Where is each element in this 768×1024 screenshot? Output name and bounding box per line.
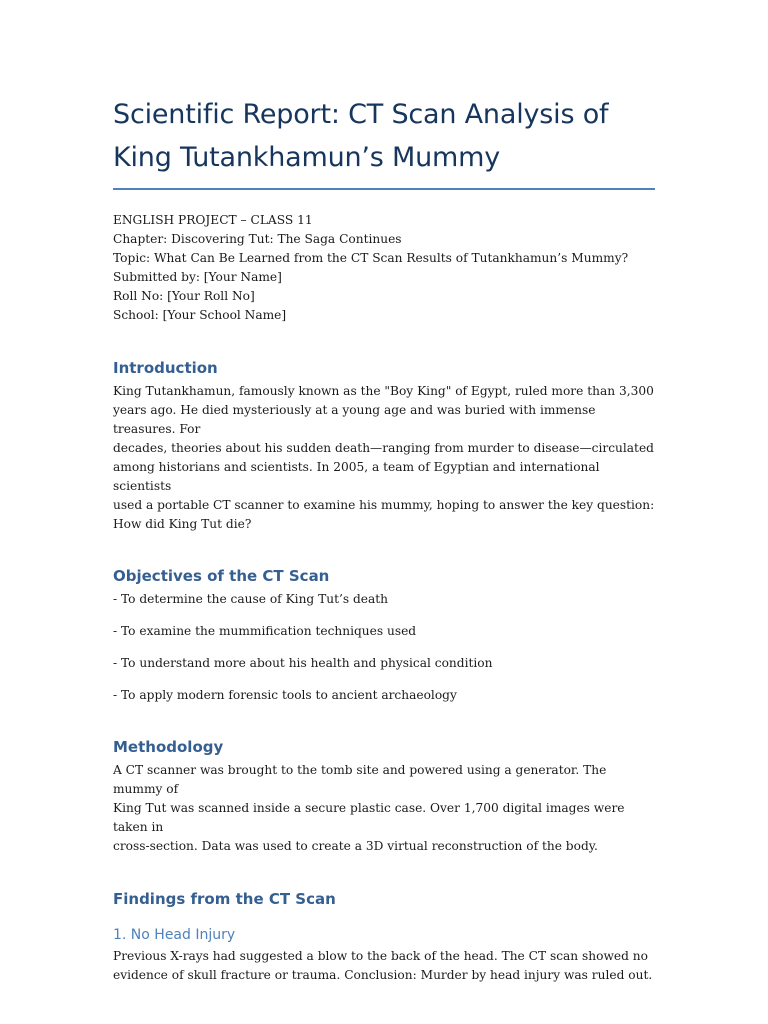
methodology-line: A CT scanner was brought to the tomb site and powered using a generator. The mummy of <box>113 763 607 796</box>
methodology-line: King Tut was scanned inside a secure plastic case. Over 1,700 digital images were taken in <box>113 801 625 834</box>
introduction-line: years ago. He died mysteriously at a young age and was buried with immense treasures. For <box>113 403 596 436</box>
objective-item: - To examine the mummification techniques used <box>113 624 417 638</box>
introduction-heading: Introduction <box>113 359 218 377</box>
objectives-list <box>113 590 658 705</box>
finding-1-line: evidence of skull fracture or trauma. Conclusion: Murder by head injury was ruled out. <box>113 968 653 982</box>
school-name: School: [Your School Name] <box>113 308 287 322</box>
report-title-line-1: Scientific Report: CT Scan Analysis of <box>113 99 609 130</box>
project-details <box>113 211 658 325</box>
project-topic: Topic: What Can Be Learned from the CT Scan Results of Tutankhamun’s Mummy? <box>113 251 629 265</box>
roll-number: Roll No: [Your Roll No] <box>113 289 255 303</box>
introduction-line: decades, theories about his sudden death—ranging from murder to disease—circulated <box>113 441 654 455</box>
introduction-line: among historians and scientists. In 2005, a team of Egyptian and international scientists <box>113 460 600 493</box>
project-class: ENGLISH PROJECT – CLASS 11 <box>113 213 313 227</box>
report-title <box>113 0 658 179</box>
introduction-line: used a portable CT scanner to examine his mummy, hoping to answer the key question: <box>113 498 655 512</box>
methodology-line: cross-section. Data was used to create a 3D virtual reconstruction of the body. <box>113 839 598 853</box>
objective-item: - To determine the cause of King Tut’s death <box>113 592 388 606</box>
finding-1-heading: 1. No Head Injury <box>113 927 236 943</box>
report-title-line-2: King Tutankhamun’s Mummy <box>113 142 501 173</box>
finding-1-paragraph <box>113 947 658 985</box>
objective-item: - To apply modern forensic tools to ancient archaeology <box>113 688 457 702</box>
introduction-line: How did King Tut die? <box>113 517 252 531</box>
introduction-paragraph <box>113 382 658 534</box>
title-underline <box>113 188 655 190</box>
findings-heading: Findings from the CT Scan <box>113 890 336 908</box>
finding-1-line: Previous X-rays had suggested a blow to the back of the head. The CT scan showed no <box>113 949 648 963</box>
methodology-heading: Methodology <box>113 738 224 756</box>
introduction-line: King Tutankhamun, famously known as the "Boy King" of Egypt, ruled more than 3,300 <box>113 384 654 398</box>
methodology-paragraph <box>113 761 658 856</box>
objectives-heading: Objectives of the CT Scan <box>113 567 330 585</box>
project-chapter: Chapter: Discovering Tut: The Saga Continues <box>113 232 402 246</box>
objective-item: - To understand more about his health and physical condition <box>113 656 493 670</box>
submitted-by: Submitted by: [Your Name] <box>113 270 282 284</box>
